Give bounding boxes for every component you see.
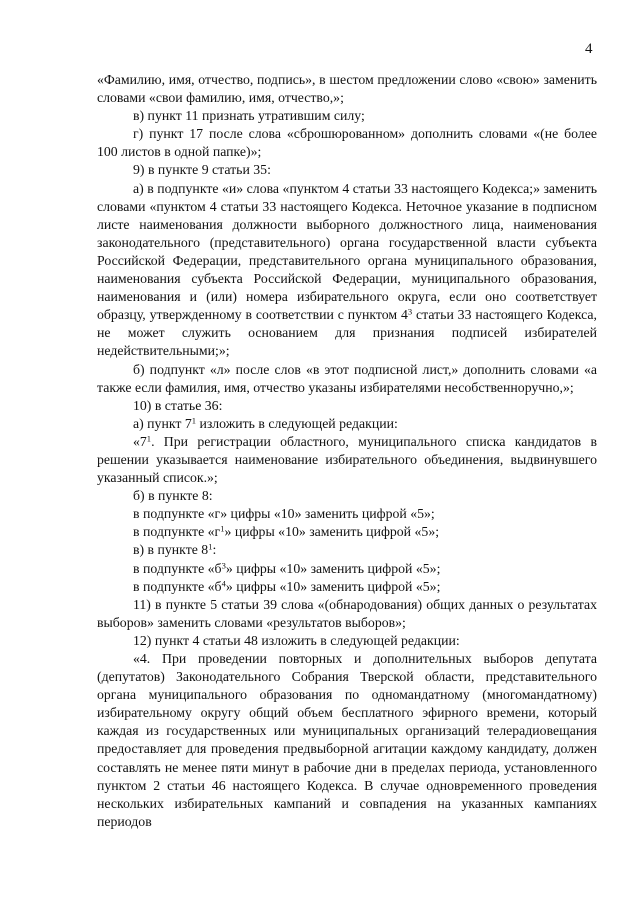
superscript: 1 (220, 523, 225, 534)
text-run: в подпункте «б (133, 578, 222, 594)
text-run: «4. При проведении повторных и дополнительных выборов депутата (депутатов) Законодательного Собрания Тверской области, представительного органа муниципального образования по одномандатному (многомандатному) избирательному округу общий объем бесплатного эфирного времени, который каждая из государственных или муниципальных организаций телерадиовещания предоставляет для проведения предвыборной агитации каждому кандидату, должен составлять не менее пяти минут в рабочие дни в пределах периода, установленного пунктом 2 статьи 46 настоящего Кодекса. В случае одновременного проведения нескольких избирательных кампаний и совпадения на указанных кампаниях периодов (97, 651, 597, 829)
text-run: 11) в пункте 5 статьи 39 слова «(обнародования) общих данных о результатах выборов» заменить словами «результатов выборов»; (97, 596, 597, 630)
paragraph (97, 361, 597, 397)
text-run: б) подпункт «л» после слов «в этот подписной лист,» дополнить словами «а также если фамилия, имя, отчество указаны избирателями несобственноручно,»; (97, 361, 597, 395)
text-run: а) в подпункте «и» слова «пунктом 4 статьи 33 настоящего Кодекса;» заменить словами «пунктом 4 статьи 33 настоящего Кодекса. Неточное указание в подписном листе наименования должности выборного должностного лица, наименования законодательного (представительного) органа государственной власти субъекта Российской Федерации, представительного органа муниципального образования, наименования субъекта Российской Федерации, муниципального образования, наименования и (или) номера избирательного округа, если оно соответствует образцу, утвержденному в соответствии с пунктом 4 (97, 180, 597, 323)
paragraph (97, 180, 597, 361)
paragraph (97, 433, 597, 487)
superscript: 3 (407, 306, 413, 317)
text-run: «Фамилию, имя, отчество, подпись», в шестом предложении слово «свою» заменить словами «свои фамилию, имя, отчество,»; (97, 72, 597, 106)
paragraph (97, 560, 597, 578)
text-run: . При регистрации областного, муниципального списка кандидатов в решении указывается наименование избирательного объединения, выдвинувшего указанный список.»; (97, 433, 597, 486)
text-run: статьи 33 настоящего Кодекса, не может служить основанием для признания подписей избирателей недействительными;»; (97, 307, 598, 359)
text-run: 9) в пункте 9 статьи 35: (133, 162, 271, 178)
text-run: » цифры «10» заменить цифрой «5»; (224, 524, 440, 540)
paragraph (97, 71, 597, 107)
paragraph (97, 523, 597, 541)
paragraph (97, 578, 597, 596)
paragraph (97, 505, 597, 523)
text-run: в подпункте «б (133, 560, 222, 576)
paragraph (97, 397, 597, 415)
superscript: 1 (146, 433, 152, 444)
paragraph (97, 632, 597, 650)
superscript: 1 (208, 541, 213, 552)
paragraph (97, 650, 597, 831)
paragraph (97, 415, 597, 433)
superscript: 3 (221, 559, 226, 570)
superscript: 1 (191, 415, 197, 426)
text-run: 10) в статье 36: (133, 397, 223, 413)
text-run: 12) пункт 4 статьи 48 изложить в следующей редакции: (133, 632, 460, 648)
text-run: изложить в следующей редакции: (196, 415, 398, 431)
superscript: 4 (221, 577, 226, 588)
text-run: б) в пункте 8: (133, 488, 213, 504)
text-run: а) пункт 7 (133, 415, 192, 431)
text-run: в) в пункте 8 (133, 542, 209, 558)
page-number: 4 (585, 41, 593, 57)
paragraph (97, 596, 597, 632)
document-body (97, 71, 597, 831)
text-run: «7 (133, 433, 147, 449)
paragraph (97, 541, 597, 559)
paragraph (97, 107, 597, 125)
text-run: : (212, 542, 217, 558)
text-run: в подпункте «г» цифры «10» заменить цифрой «5»; (133, 506, 435, 522)
paragraph (97, 161, 597, 179)
text-run: » цифры «10» заменить цифрой «5»; (225, 560, 441, 576)
text-run: в) пункт 11 признать утратившим силу; (133, 108, 365, 124)
text-run: » цифры «10» заменить цифрой «5»; (225, 578, 441, 594)
text-run: г) пункт 17 после слова «сброшюрованном» дополнить словами «(не более 100 листов в одной папке)»; (97, 126, 597, 160)
paragraph (97, 487, 597, 505)
paragraph (97, 125, 597, 161)
text-run: в подпункте «г (133, 524, 221, 540)
